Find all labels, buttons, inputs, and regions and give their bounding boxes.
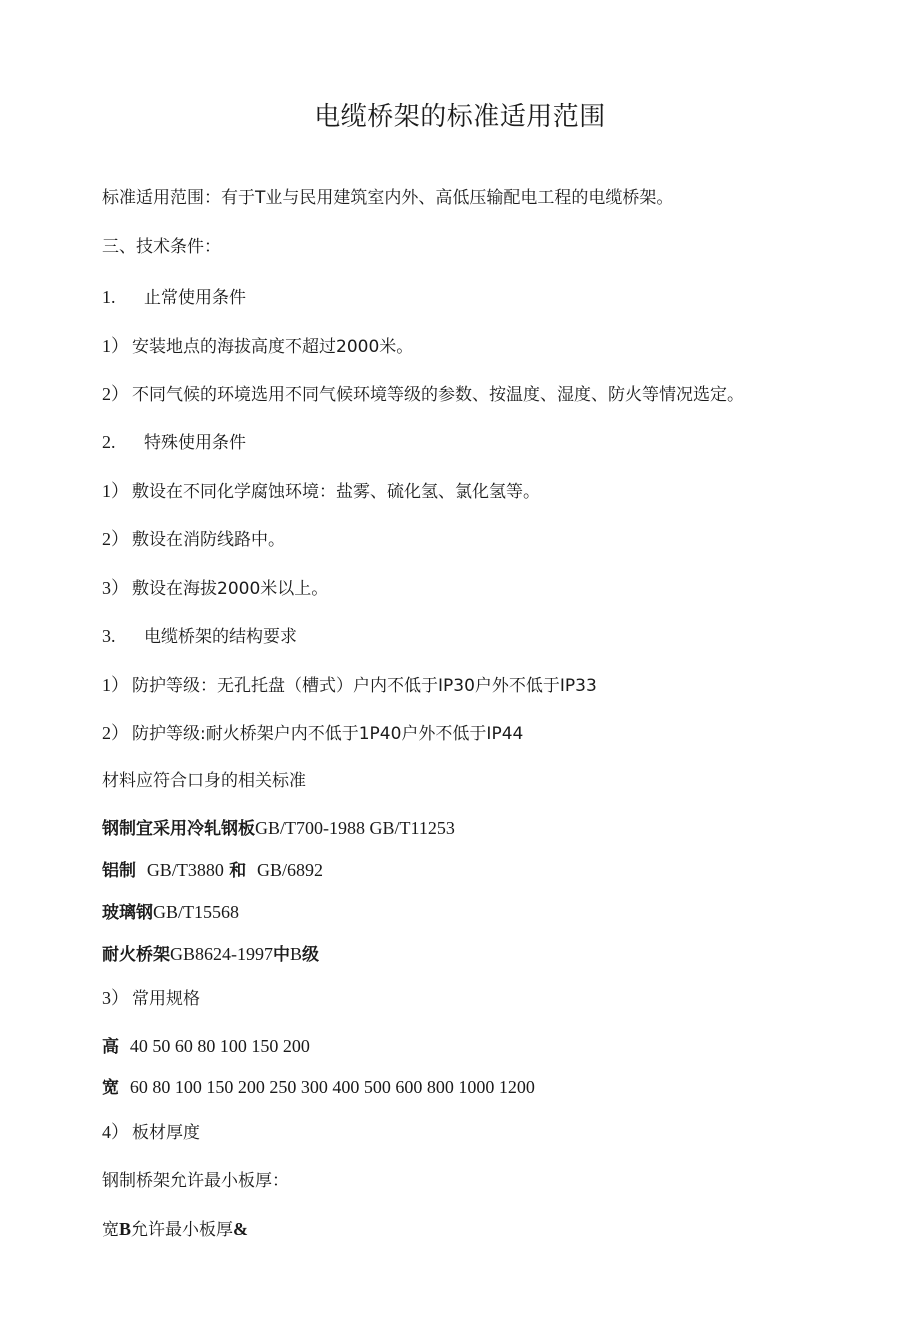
list-item-altitude (102, 334, 413, 359)
material-standard: GB/6892 (257, 860, 324, 880)
material-label: 玻璃钢 (102, 903, 153, 923)
subheading-structure-requirements (102, 624, 297, 649)
item-text: 常用规格 (132, 989, 200, 1009)
item-number: 1. (102, 287, 116, 307)
spec-label: 高 (102, 1037, 119, 1057)
width-symbol: B (119, 1219, 132, 1239)
ampersand-text: & (233, 1219, 249, 1239)
item-number: 1） (102, 336, 129, 356)
item-text: 板材厚度 (132, 1123, 200, 1143)
width-text: 宽 (102, 1220, 119, 1240)
item-number: 1） (102, 675, 129, 695)
item-number: 2） (102, 529, 129, 549)
list-item-plate-thickness (102, 1120, 200, 1145)
spec-width (102, 1075, 535, 1100)
material-fireproof (102, 942, 319, 967)
item-number: 2. (102, 432, 116, 452)
material-aluminum (102, 858, 323, 883)
item-text: 安装地点的海拔高度不超过2000米。 (132, 337, 414, 357)
material-grade: B (290, 944, 303, 964)
material-fiberglass (102, 900, 239, 925)
item-text: 电缆桥架的结构要求 (144, 627, 297, 647)
list-item-protection-fireproof (102, 721, 523, 746)
list-item-high-altitude (102, 576, 328, 601)
list-item-climate (102, 382, 744, 407)
subheading-special-conditions (102, 430, 246, 455)
item-text: 防护等级:耐火桥架户内不低于1P40户外不低于IP44 (132, 724, 524, 744)
item-number: 3） (102, 578, 129, 598)
steel-min-thickness-heading: 钢制桥架允许最小板厚： (102, 1171, 289, 1191)
material-label: 铝制 (102, 861, 136, 881)
material-standard: GB/T3880 (146, 860, 224, 880)
item-number: 1） (102, 481, 129, 501)
spec-values: 40 50 60 80 100 150 200 (129, 1036, 310, 1056)
list-item-common-specs (102, 986, 200, 1011)
conjunction-text: 和 (229, 861, 247, 881)
item-text: 特殊使用条件 (144, 433, 246, 453)
material-text: 级 (302, 945, 320, 965)
item-text: 不同气候的环境选用不同气候环境等级的参数、按温度、湿度、防火等情况选定。 (132, 385, 744, 405)
material-standard: GB/T700-1988 GB/T11253 (255, 818, 455, 838)
material-steel (102, 816, 455, 841)
material-text: 中 (273, 945, 290, 965)
subheading-normal-conditions (102, 285, 246, 310)
list-item-fire-line (102, 527, 285, 552)
item-text: 止常使用条件 (144, 288, 246, 308)
item-number: 4） (102, 1122, 129, 1142)
spec-values: 60 80 100 150 200 250 300 400 500 600 800 1000 1200 (129, 1077, 535, 1097)
spec-height (102, 1034, 310, 1059)
item-text: 敷设在不同化学腐蚀环境：盐雾、硫化氢、氯化氢等。 (132, 482, 540, 502)
material-label: 耐火桥架 (102, 945, 170, 965)
spec-label: 宽 (102, 1078, 119, 1098)
scope-paragraph: 标准适用范围：有于T业与民用建筑室内外、高低压输配电工程的电缆桥架。 (102, 188, 674, 208)
item-text: 防护等级：无孔托盘（槽式）户内不低于IP30户外不低于IP33 (132, 676, 597, 696)
min-thickness-text: 允许最小板厚 (131, 1220, 234, 1240)
material-label: 钢制宜采用冷轧钢板 (102, 819, 255, 839)
item-number: 3. (102, 626, 116, 646)
materials-note: 材料应符合口身的相关标准 (102, 771, 306, 791)
item-number: 3） (102, 988, 129, 1008)
item-text: 敷设在消防线路中。 (132, 530, 285, 550)
item-number: 2） (102, 384, 129, 404)
item-text: 敷设在海拔2000米以上。 (132, 579, 329, 599)
material-standard: GB8624-1997 (170, 944, 273, 964)
material-standard: GB/T15568 (153, 902, 240, 922)
section-heading-technical-conditions: 三、技术条件： (102, 237, 221, 257)
list-item-corrosion (102, 479, 540, 504)
list-item-protection-trough (102, 673, 597, 698)
width-min-thickness-line (102, 1217, 248, 1242)
document-title: 电缆桥架的标准适用范围 (314, 102, 606, 132)
item-number: 2） (102, 723, 129, 743)
